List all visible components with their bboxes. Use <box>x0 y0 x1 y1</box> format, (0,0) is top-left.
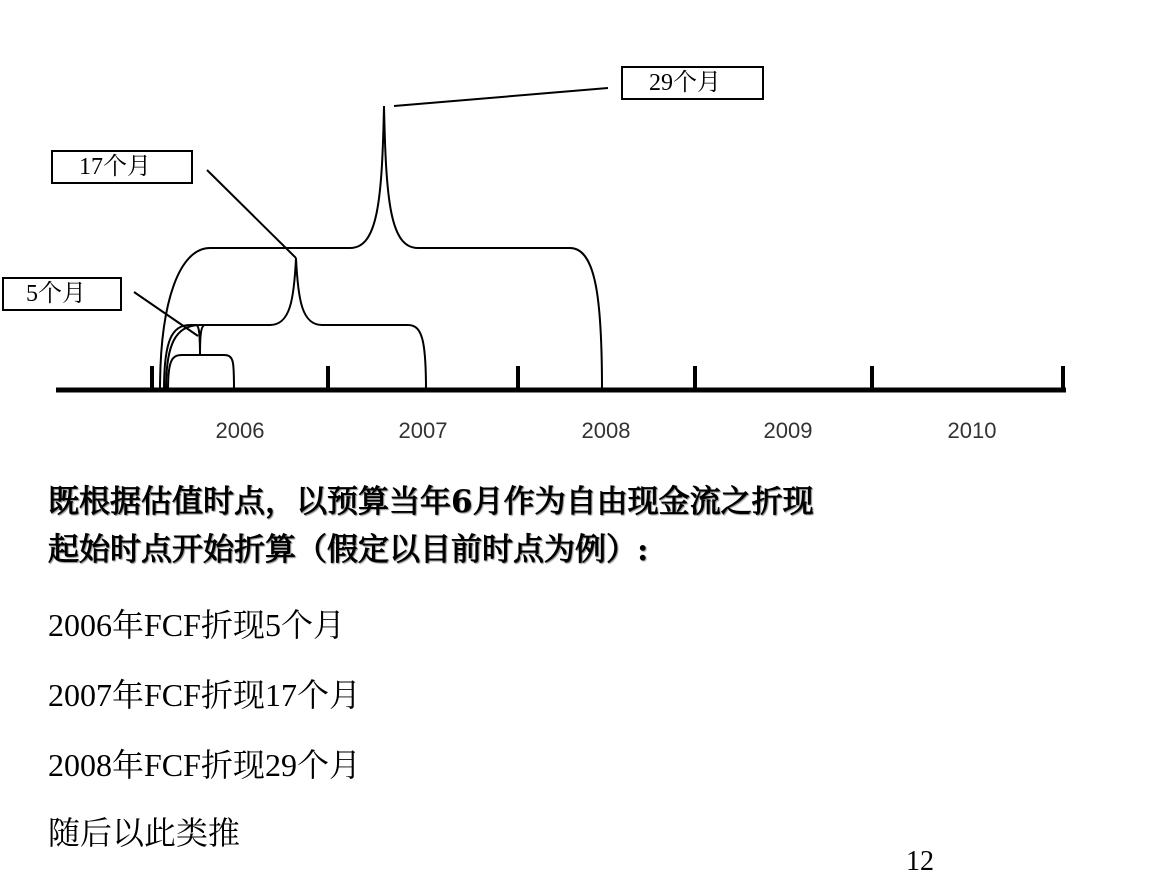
year-label-2006: 2006 <box>215 418 265 443</box>
brace-2006 <box>168 355 234 390</box>
brace-29-months <box>160 106 602 390</box>
heading <box>48 478 1048 574</box>
body-line-2008: 2008年FCF折现29个月 <box>48 747 361 783</box>
brace-17-months <box>166 258 426 390</box>
body-line-2007: 2007年FCF折现17个月 <box>48 677 361 713</box>
callout-17-months: 17个月 <box>51 150 193 184</box>
page-number: 12 <box>906 846 934 877</box>
leader-line-29 <box>394 88 608 106</box>
body-line-etc: 随后以此类推 <box>48 815 241 851</box>
callout-5-months: 5个月 <box>2 277 122 311</box>
year-label-2008: 2008 <box>581 418 631 443</box>
year-label-2007: 2007 <box>398 418 448 443</box>
year-label-2010: 2010 <box>947 418 997 443</box>
leader-line-5 <box>134 292 198 336</box>
heading-line-2: 起始时点开始折算（假定以目前时点为例）: <box>48 532 649 568</box>
year-label-2009: 2009 <box>763 418 813 443</box>
heading-line-1: 既根据估值时点，以预算当年6月作为自由现金流之折现 <box>48 484 814 520</box>
brace-5-months <box>164 325 205 390</box>
body-line-2006: 2006年FCF折现5个月 <box>48 607 345 643</box>
callout-29-months: 29个月 <box>621 66 764 100</box>
leader-line-17 <box>207 170 296 258</box>
